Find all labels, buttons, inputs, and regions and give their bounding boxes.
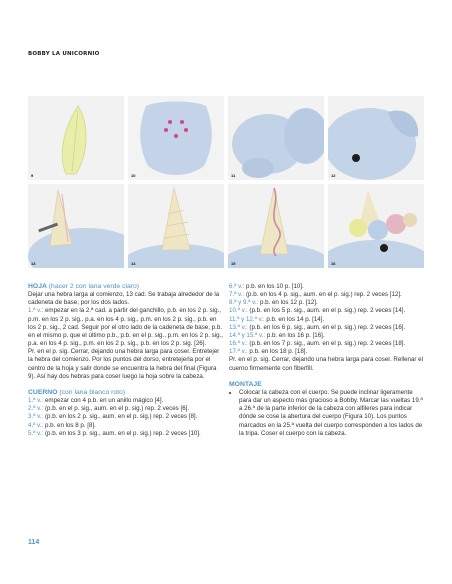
figure-11-body-photo [228, 96, 324, 180]
figure-number: 10 [131, 173, 136, 178]
section-heading-montaje: MONTAJE [229, 380, 262, 388]
montaje-step: • Colocar la cabeza con el cuerpo. Se puede inclinar ligeramente para dar un aspecto más gracioso a Bobby. Marcar las vueltas 19.ª a 26.ª de la parte inferior de la cabeza con alfileres para indicar dónde se cose la abertura del cuerpo (Figura 10). Los puntos marcados en la 25.ª vuelta del cuerpo corresponden a los lados de la tripa. Coser el cuerpo con la cabeza. [239, 389, 425, 438]
cuerno-round: 6.ª v.: p.b. en los 10 p. [10]. [229, 283, 304, 290]
figure-number: 16 [331, 261, 336, 266]
cuerno-round: 5.ª v.: (p.b. en los 3 p. sig., aum. en el p. sig.) rep. 2 veces [10]. [28, 429, 201, 437]
figure-14-horn-photo [128, 184, 224, 268]
hoja-intro: Dejar una hebra larga al comienzo, 13 cad. Se trabaja alrededor de la cadeneta de base, por los dos lados. [28, 291, 220, 307]
cuerno-round: 2.ª v.: (p.b. en el p. sig., aum. en el p. sig.) rep. 2 veces [6]. [28, 405, 190, 413]
figure-13-horn-sewing-photo [28, 184, 124, 268]
cuerno-round: 13.ª v.: (p.b. en los 6 p. sig., aum. en el p. sig.) rep. 2 veces [16]. [229, 323, 406, 331]
page-number: 114 [28, 539, 40, 546]
book-header: BOBBY LA UNICORNIO [28, 51, 100, 57]
figure-number: 15 [231, 261, 236, 266]
figure-12-head-ear-photo [328, 96, 424, 180]
figure-number: 11 [231, 173, 236, 178]
cuerno-outro: Pr. en el p. sig. Cerrar, dejando una hebra larga para coser. Rellenar el cuerno firmemente con fiberfill. [229, 356, 423, 372]
right-column [229, 283, 425, 438]
cuerno-round: 4.ª v.: p.b. en los 8 p. [8]. [28, 421, 96, 429]
montaje-list [229, 389, 425, 438]
cuerno-round: 1.ª v.: empezar con 4 p.b. en un anillo mágico [4]. [28, 397, 164, 405]
figure-number: 13 [31, 261, 36, 266]
section-heading-cuerno: CUERNO (con lana blanco roto) [28, 388, 126, 396]
cuerno-round: 11.ª y 12.ª v.: p.b. en los 14 p. [14]. [229, 315, 325, 323]
figure-10-head-pins-photo [128, 96, 224, 180]
left-column [28, 283, 224, 438]
cuerno-round: 14.ª y 15.ª v.: p.b. en los 16 p. [16]. [229, 331, 325, 339]
figure-15-horn-strand-photo [228, 184, 324, 268]
figure-number: 9 [31, 173, 34, 178]
cuerno-round: 8.ª y 9.ª v.: p.b. en los 12 p. [12]. [229, 299, 318, 307]
hoja-round-1: 1.ª v.: empezar en la 2.ª cad. a partir del ganchillo, p.b. en los 2 p. sig., p.m. en los 2 p. sig., p.a. en los 4 p. sig., p.m. en los 2 p. sig., p.b. en los 2 p. sig., 2 cad. Seguir por el otro lado de la cadeneta de base, p.b. en el mismo p. que el último p.b., p.b. en el p. sig., p.m. en los 2 p. sig., p.a. en los 4 p. sig., p.m. en los 2 p. sig., p.b. en los 2 p. sig. [26]. [28, 307, 224, 348]
figure-16-flowers-photo [328, 184, 424, 268]
figure-number: 12 [331, 173, 336, 178]
cuerno-round: 17.ª v.: p.b. en los 18 p. [18]. [229, 348, 308, 356]
cuerno-round: 3.ª v.: (p.b. en los 2 p. sig., aum. en el p. sig.) rep. 2 veces [8]. [28, 413, 198, 421]
figure-number: 14 [131, 261, 136, 266]
cuerno-round: 10.ª v.: (p.b. en los 5 p. sig., aum. en el p. sig.) rep. 2 veces [14]. [229, 307, 406, 315]
section-heading-hoja: HOJA (hacer 2 con lana verde claro) [28, 283, 140, 290]
cuerno-round: 16.ª v.: (p.b. en los 7 p. sig., aum. en el p. sig.) rep. 2 veces [18]. [229, 340, 406, 348]
hoja-outro: Pr. en el p. sig. Cerrar, dejando una hebra larga para coser. Entretejer la hebra del comienzo. Por los puntos del dorso, entretejerla por el centro de la hoja y salir donde se encuentra la hebra del final (Figura 9). Así hay dos hebras para coser luego la hoja sobre la cabeza. [28, 348, 220, 380]
cuerno-round: 7.ª v.: (p.b. en los 4 p. sig., aum. en el p. sig.) rep. 2 veces [12]. [229, 291, 402, 299]
figure-9-leaf-photo [28, 96, 124, 180]
